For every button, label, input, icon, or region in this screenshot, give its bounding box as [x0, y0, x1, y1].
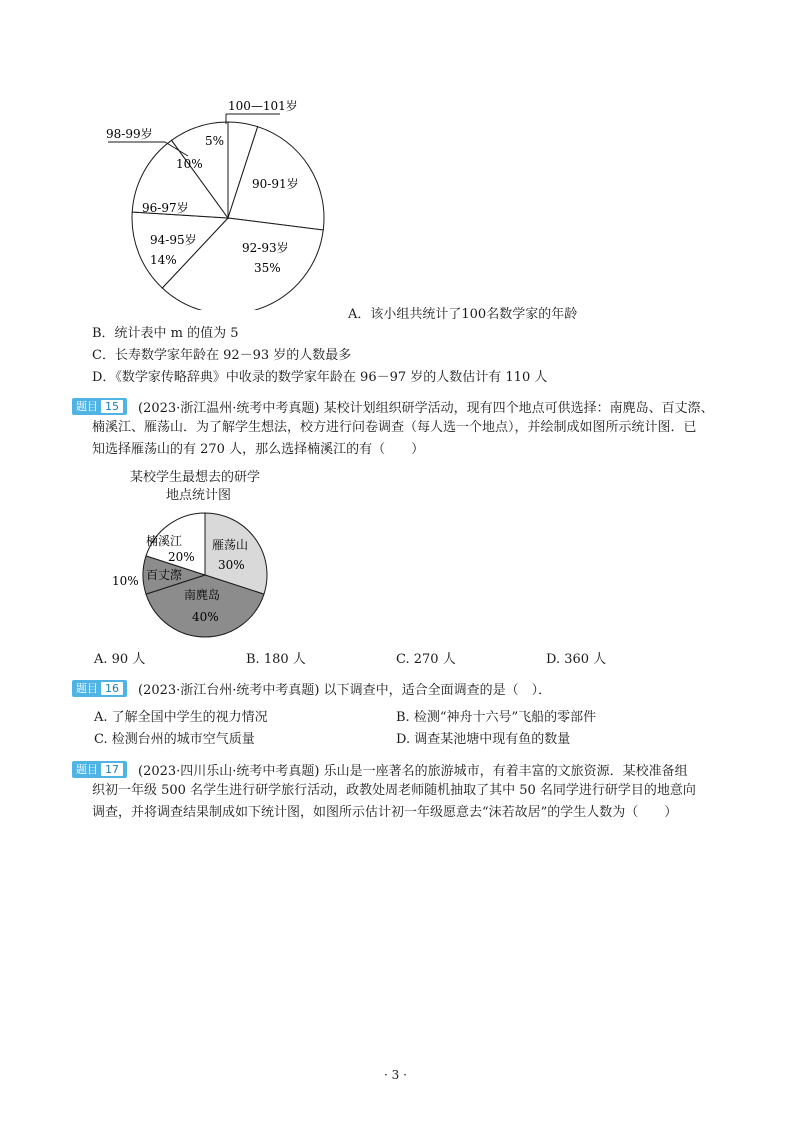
q15-option-a: A. 90 人: [94, 652, 146, 667]
q17-line3: 调查，并将调查结果制成如下统计图，如图所示估计初一年级愿意去“沫若故居”的学生人数为（ ）: [92, 805, 678, 820]
q15-chart-title-1: 某校学生最想去的研学: [130, 470, 261, 485]
q17-tag: 题目 17: [72, 761, 127, 778]
label-100-101: 100—101岁: [228, 100, 298, 113]
pct-94-95: 14%: [150, 253, 177, 267]
q15-line1: (2023·浙江温州·统考中考真题) 某校计划组织研学活动，现有四个地点可供选择：南麂岛、百丈漈、: [138, 401, 714, 416]
pct-yandangshan: 30%: [218, 558, 245, 572]
pct-92-93: 35%: [254, 261, 281, 275]
q16-stem: (2023·浙江台州·统考中考真题) 以下调查中，适合全面调查的是（ ）．: [138, 683, 552, 698]
label-96-97: 96-97岁: [142, 201, 189, 215]
pct-98-99: 10%: [176, 157, 203, 171]
label-90-91: 90-91岁: [252, 177, 299, 191]
q15-option-d: D. 360 人: [546, 652, 607, 667]
age-pie-chart: [90, 100, 340, 310]
q15-number: 15: [101, 400, 123, 413]
age-pie-slices: [132, 122, 324, 310]
label-nanjidao: 南麂岛: [184, 588, 221, 602]
q15-option-b: B. 180 人: [246, 652, 306, 667]
q16-option-a: A. 了解全国中学生的视力情况: [94, 710, 268, 725]
q14-option-d: D．《数学家传略辞典》中收录的数学家年龄在 96－97 岁的人数估计有 110 人: [92, 370, 548, 385]
label-yandangshan: 雁荡山: [212, 538, 249, 552]
pct-nanxijiang: 20%: [168, 550, 195, 564]
label-nanxijiang: 楠溪江: [146, 534, 183, 548]
q15-chart-title-2: 地点统计图: [166, 488, 232, 503]
q16-tag: 题目 16: [72, 680, 127, 697]
q15-line2: 楠溪江、雁荡山．为了解学生想法，校方进行问卷调查（每人选一个地点），并绘制成如图所示统计图．已: [92, 420, 697, 435]
label-baizhangji: 百丈漈: [146, 568, 183, 582]
label-94-95: 94-95岁: [150, 233, 197, 247]
q16-number: 16: [101, 682, 123, 695]
q16-option-c: C. 检测台州的城市空气质量: [94, 732, 255, 747]
label-92-93: 92-93岁: [242, 241, 289, 255]
page-number: · 3 ·: [384, 1068, 407, 1082]
site-pie-chart: [100, 505, 290, 640]
pct-baizhangji: 10%: [112, 574, 139, 588]
q17-number: 17: [101, 763, 123, 776]
q15-tag: 题目 15: [72, 398, 127, 415]
q17-line1: (2023·四川乐山·统考中考真题) 乐山是一座著名的旅游城市，有着丰富的文旅资源．某校准备组: [138, 764, 688, 779]
q15-line3: 知选择雁荡山的有 270 人，那么选择楠溪江的有（ ）: [92, 442, 425, 457]
q15-option-c: C. 270 人: [396, 652, 456, 667]
q14-option-b: B．统计表中 m 的值为 5: [92, 326, 239, 341]
q17-line2: 织初一年级 500 名学生进行研学旅行活动，政教处周老师随机抽取了其中 50 名同学进行研学目的地意向: [92, 783, 696, 798]
q14-option-a: A．该小组共统计了100名数学家的年龄: [348, 307, 578, 322]
q14-option-c: C．长寿数学家年龄在 92－93 岁的人数最多: [92, 348, 352, 363]
pct-nanjidao: 40%: [192, 610, 219, 624]
pct-100-101: 5%: [205, 134, 225, 148]
q16-option-d: D. 调查某池塘中现有鱼的数量: [396, 732, 571, 747]
q16-option-b: B. 检测“神舟十六号”飞船的零部件: [396, 710, 597, 725]
label-98-99: 98-99岁: [106, 127, 153, 141]
